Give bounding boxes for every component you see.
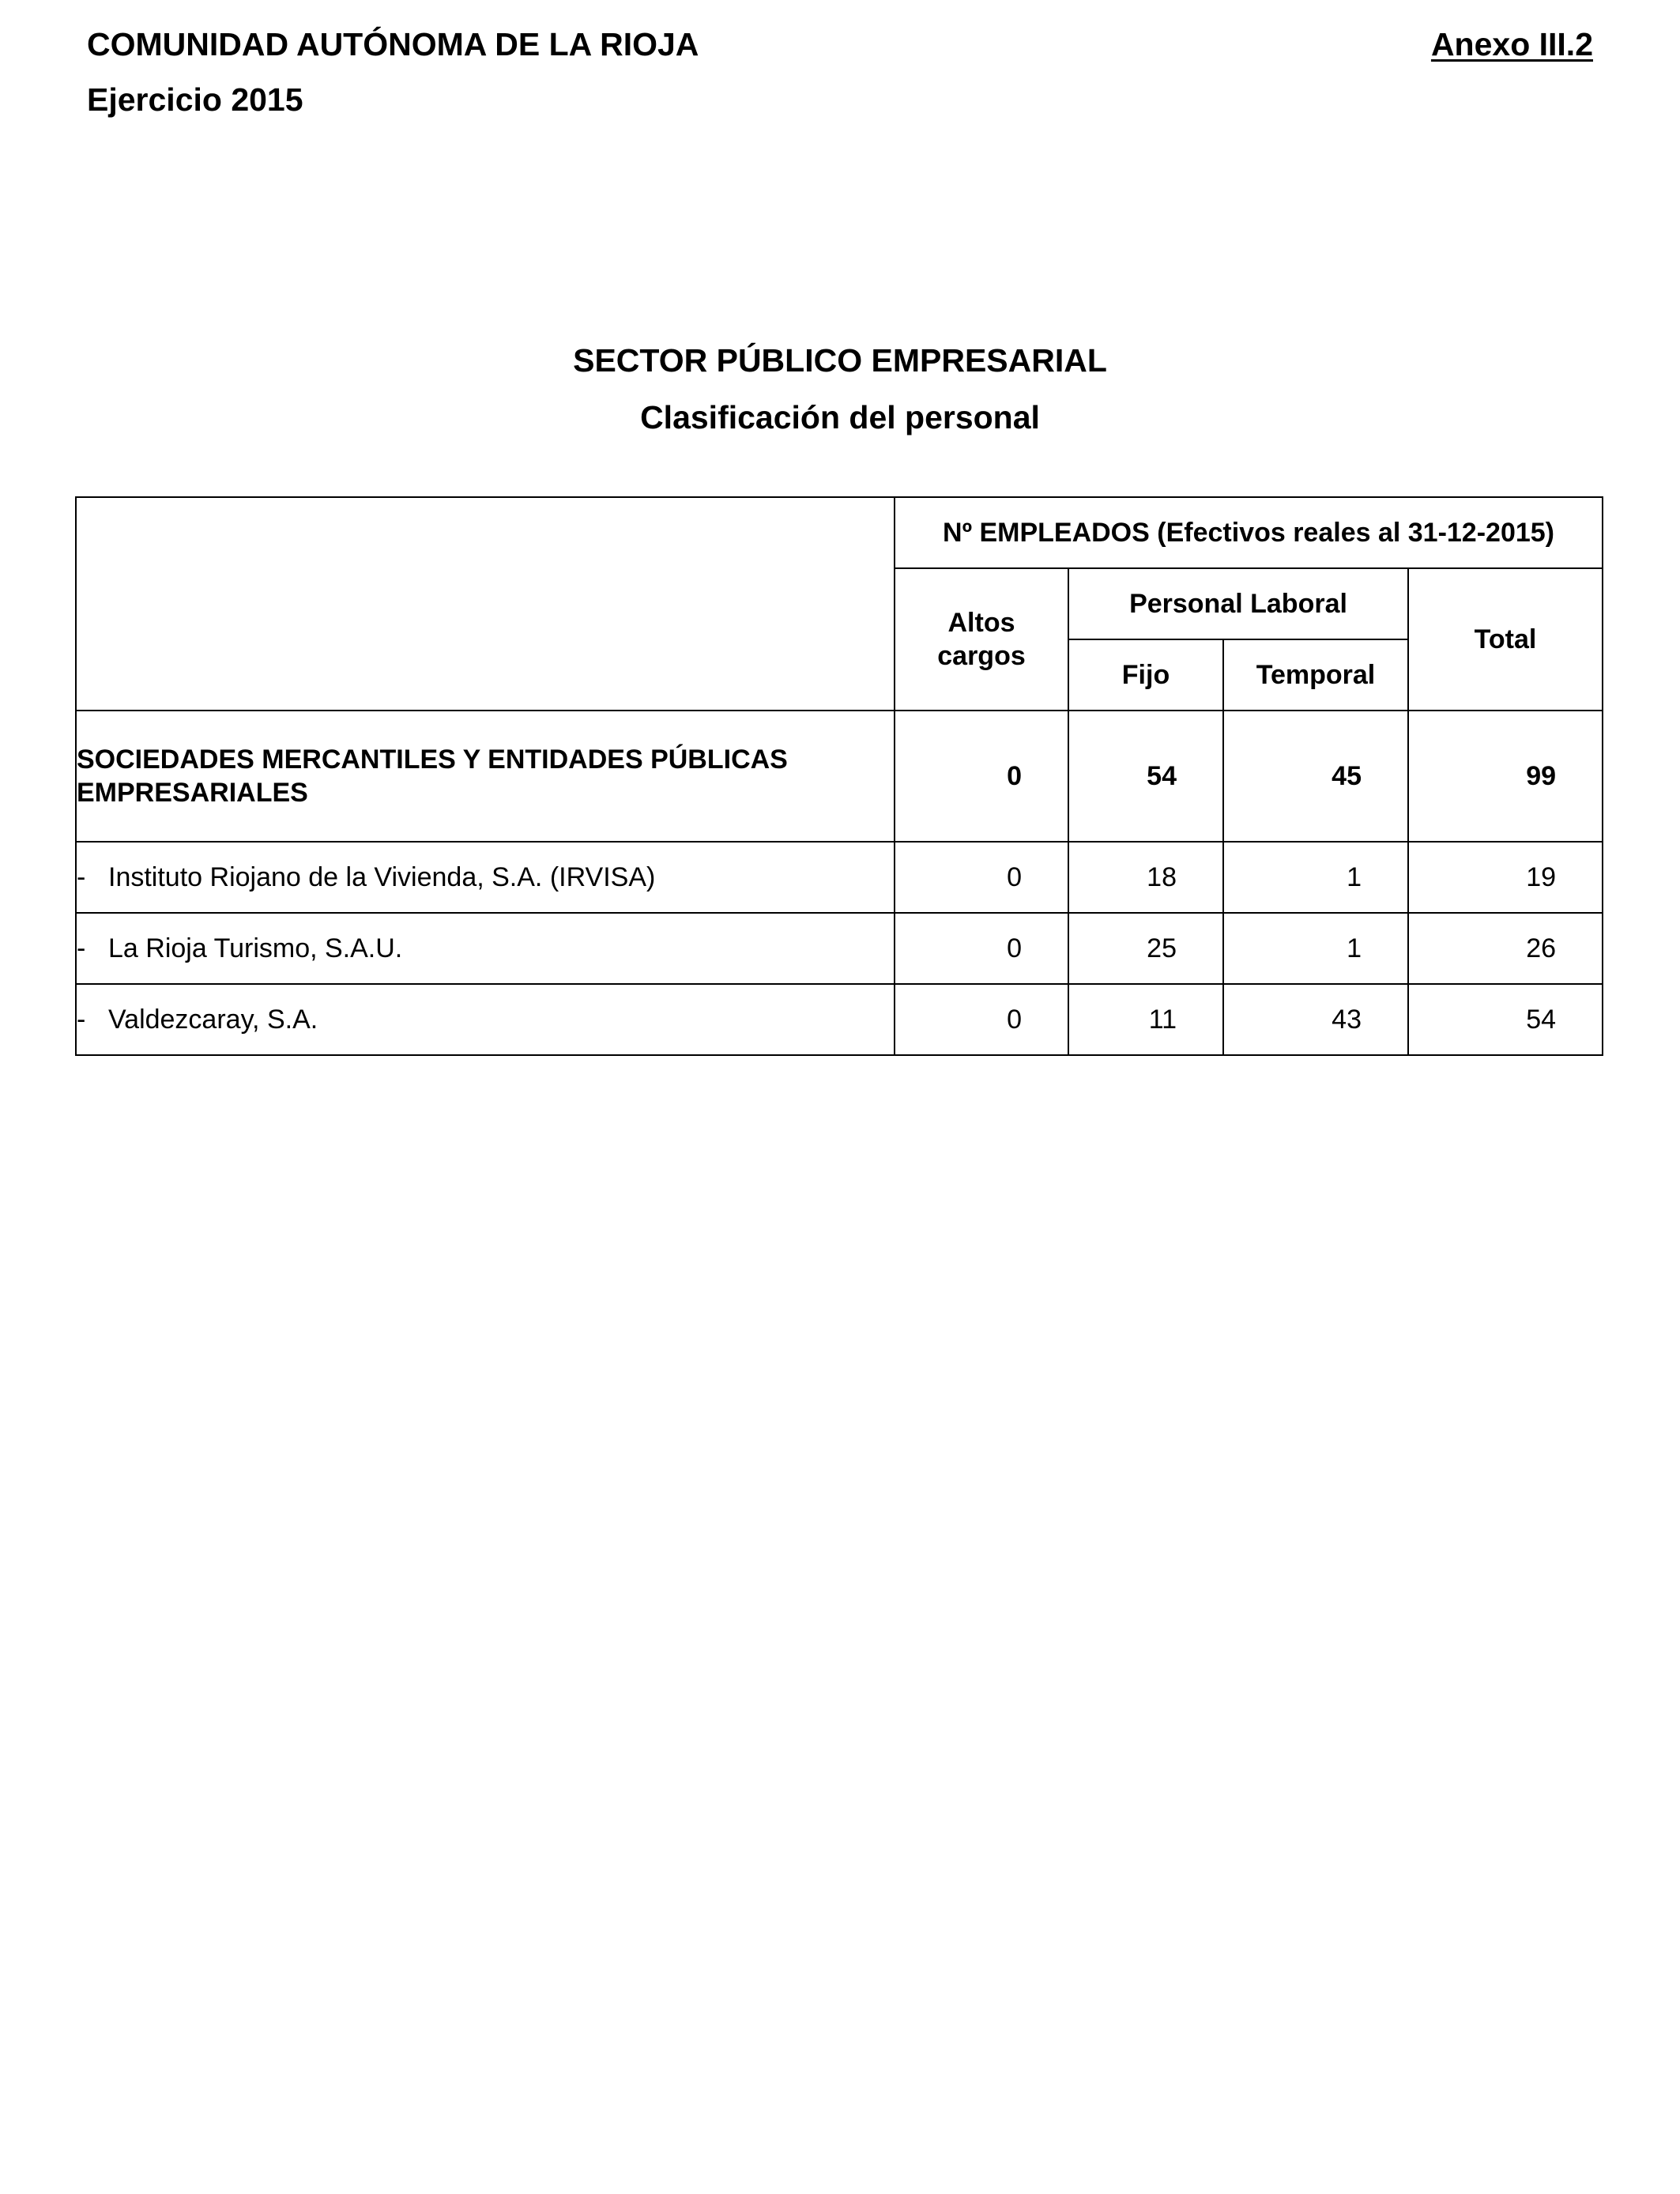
table-row	[76, 842, 1603, 913]
total-value: 26	[1408, 913, 1603, 984]
temporal-value: 43	[1223, 984, 1408, 1055]
altos-value: 0	[895, 984, 1068, 1055]
altos-cargos-header: Altos cargos	[895, 568, 1068, 711]
annex-label: Anexo III.2	[1430, 26, 1593, 62]
page-subtitle: Clasificación del personal	[640, 399, 1040, 435]
temporal-value: 1	[1223, 842, 1408, 913]
table-row	[76, 913, 1603, 984]
row-dash: -	[77, 862, 86, 892]
page-titles	[0, 341, 1680, 436]
row-dash: -	[77, 1005, 86, 1035]
temporal-value: 1	[1223, 913, 1408, 984]
total-row-name: SOCIEDADES MERCANTILES Y ENTIDADES PÚBLICAS EMPRESARIALES	[76, 711, 895, 842]
row-dash: -	[77, 933, 86, 963]
table-row	[76, 984, 1603, 1055]
total-header: Total	[1408, 568, 1603, 711]
fiscal-year: Ejercicio 2015	[87, 81, 303, 118]
entity-name: La Rioja Turismo, S.A.U.	[108, 933, 403, 963]
total-altos: 0	[895, 711, 1068, 842]
empty-header-cell	[76, 497, 895, 711]
entity-name: Valdezcaray, S.A.	[108, 1005, 318, 1035]
altos-value: 0	[895, 842, 1068, 913]
total-value: 54	[1408, 984, 1603, 1055]
total-temporal: 45	[1223, 711, 1408, 842]
total-total: 99	[1408, 711, 1603, 842]
total-fijo: 54	[1068, 711, 1223, 842]
fijo-value: 25	[1068, 913, 1223, 984]
personal-laboral-header: Personal Laboral	[1068, 568, 1408, 639]
employees-group-header: Nº EMPLEADOS (Efectivos reales al 31-12-2015)	[895, 497, 1603, 568]
table-header-row	[76, 497, 1603, 568]
fijo-value: 18	[1068, 842, 1223, 913]
fijo-header: Fijo	[1068, 639, 1223, 711]
altos-value: 0	[895, 913, 1068, 984]
org-name: COMUNIDAD AUTÓNOMA DE LA RIOJA	[87, 26, 699, 62]
staff-table	[75, 496, 1603, 1056]
table-row-total	[76, 711, 1603, 842]
total-value: 19	[1408, 842, 1603, 913]
temporal-header: Temporal	[1223, 639, 1408, 711]
page-title: SECTOR PÚBLICO EMPRESARIAL	[573, 342, 1107, 379]
entity-name: Instituto Riojano de la Vivienda, S.A. (IRVISA)	[108, 862, 656, 892]
fijo-value: 11	[1068, 984, 1223, 1055]
document-header	[87, 25, 699, 119]
